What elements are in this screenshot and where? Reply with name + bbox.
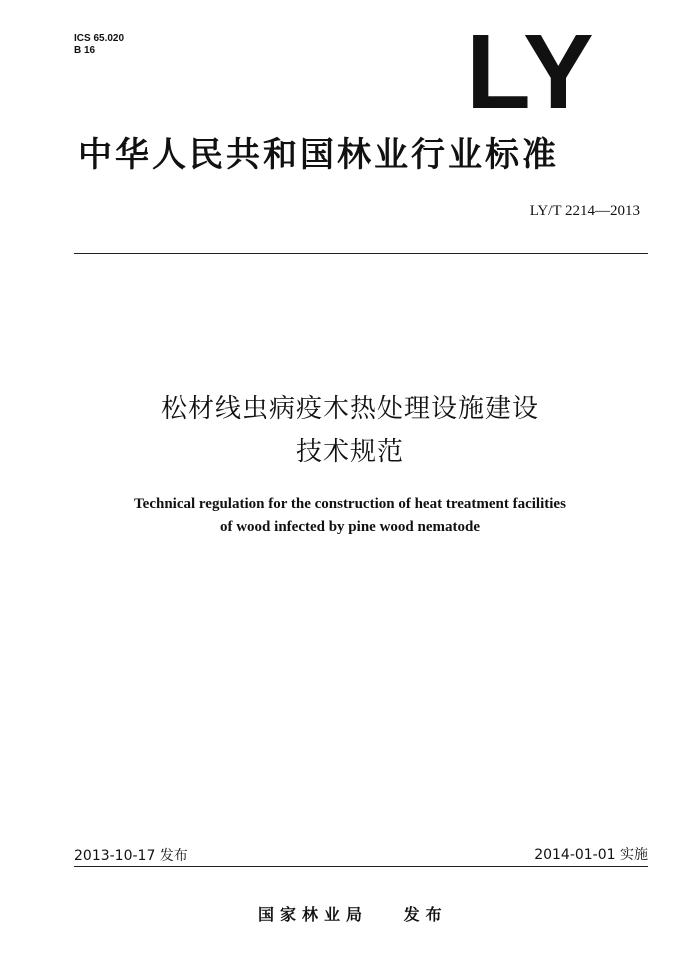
issuer-line — [258, 902, 448, 925]
ly-logo: LY — [466, 13, 596, 131]
classification-codes — [74, 33, 124, 57]
issuer-name: 国家林业局 — [258, 905, 369, 924]
english-title-line-1: Technical regulation for the construction of heat treatment facilities — [134, 496, 566, 512]
publish-date: 2013-10-17 发布 — [74, 848, 188, 864]
footer-divider — [74, 866, 648, 867]
ccs-code: B 16 — [74, 45, 96, 56]
implement-date: 2014-01-01 实施 — [534, 847, 648, 863]
header-divider — [74, 253, 648, 254]
ics-code: ICS 65.020 — [74, 33, 125, 44]
chinese-title-line-1: 松材线虫病疫木热处理设施建设 — [160, 394, 539, 424]
issue-label: 发布 — [403, 905, 448, 924]
standard-number: LY/T 2214—2013 — [529, 203, 640, 219]
industry-standard-title: 中华人民共和国林业行业标准 — [78, 135, 559, 175]
chinese-title-line-2: 技术规范 — [295, 437, 404, 467]
english-title-line-2: of wood infected by pine wood nematode — [219, 519, 480, 535]
